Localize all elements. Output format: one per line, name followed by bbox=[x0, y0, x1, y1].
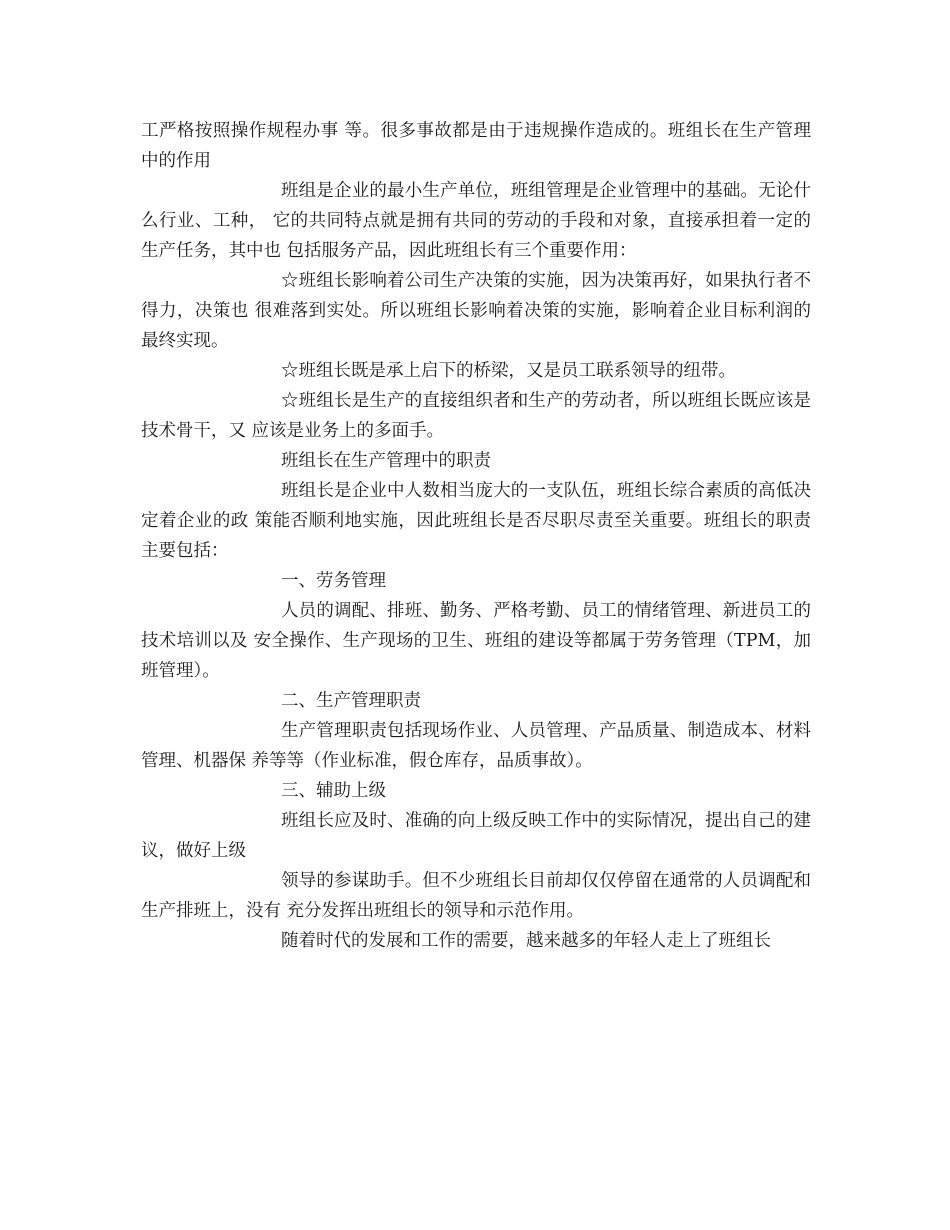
paragraph: 班组是企业的最小生产单位，班组管理是企业管理中的基础。无论什么行业、工种， 它的共同特点就是拥有共同的劳动的手段和对象，直接承担着一定的生产任务，其中也 包括服务产品，因此班组长有三个重要作用： bbox=[141, 181, 811, 261]
paragraph: 随着时代的发展和工作的需要，越来越多的年轻人走上了班组长 bbox=[281, 931, 771, 951]
paragraph: 班组长是企业中人数相当庞大的一支队伍，班组长综合素质的高低决定着企业的政 策能否顺利地实施，因此班组长是否尽职尽责至关重要。班组长的职责主要包括： bbox=[141, 481, 811, 561]
paragraph: 人员的调配、排班、勤务、严格考勤、员工的情绪管理、新进员工的技术培训以及 安全操作、生产现场的卫生、班组的建设等都属于劳务管理（TPM，加班管理）。 bbox=[141, 601, 811, 681]
section-heading: 二、生产管理职责 bbox=[281, 691, 421, 711]
paragraph: 生产管理职责包括现场作业、人员管理、产品质量、制造成本、材料管理、机器保 养等等（作业标准，假仓库存，品质事故）。 bbox=[141, 721, 811, 771]
section-heading: 班组长在生产管理中的职责 bbox=[281, 451, 491, 471]
document-body bbox=[141, 116, 811, 956]
paragraph: 班组长应及时、准确的向上级反映工作中的实际情况，提出自己的建议，做好上级 bbox=[141, 811, 811, 861]
section-heading: 三、辅助上级 bbox=[281, 781, 386, 801]
section-heading: 一、劳务管理 bbox=[281, 571, 386, 591]
paragraph: 工严格按照操作规程办事 等。很多事故都是由于违规操作造成的。班组长在生产管理中的作用 bbox=[141, 121, 811, 171]
paragraph: ☆班组长影响着公司生产决策的实施，因为决策再好，如果执行者不得力，决策也 很难落到实处。所以班组长影响着决策的实施，影响着企业目标利润的最终实现。 bbox=[141, 271, 811, 351]
paragraph: ☆班组长是生产的直接组织者和生产的劳动者，所以班组长既应该是技术骨干，又 应该是业务上的多面手。 bbox=[141, 391, 811, 441]
paragraph: ☆班组长既是承上启下的桥梁，又是员工联系领导的纽带。 bbox=[281, 361, 736, 381]
paragraph: 领导的参谋助手。但不少班组长目前却仅仅停留在通常的人员调配和生产排班上，没有 充分发挥出班组长的领导和示范作用。 bbox=[141, 871, 811, 921]
